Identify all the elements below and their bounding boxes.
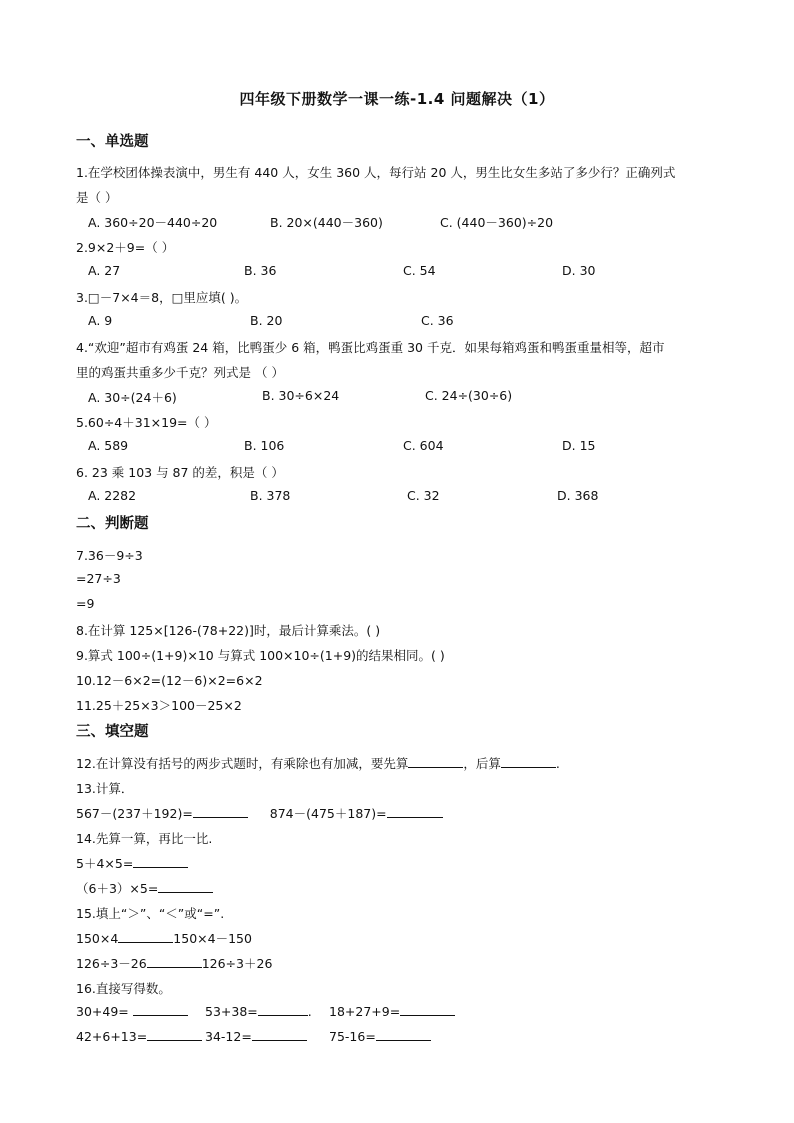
question-16-expr-5: 34-12= — [205, 1029, 252, 1044]
question-1-option-b: B. 20×(440－360) — [270, 215, 383, 230]
answer-blank-15a[interactable] — [118, 931, 173, 943]
question-3-option-a: A. 9 — [88, 313, 113, 328]
question-16-expr-1: 30+49= — [76, 1004, 129, 1019]
answer-blank-16c[interactable] — [400, 1004, 455, 1016]
question-16-expr-2-dot: . — [307, 1004, 312, 1019]
question-3-option-b: B. 20 — [250, 313, 283, 328]
question-6-option-a: A. 2282 — [88, 488, 137, 503]
answer-blank-16b[interactable] — [258, 1004, 308, 1016]
question-15-row-1-right: 150×4－150 — [173, 931, 252, 946]
question-2-option-a: A. 27 — [88, 263, 121, 278]
question-11-text: 11.25＋25×3＞100－25×2 — [76, 698, 242, 713]
answer-blank-14b[interactable] — [158, 881, 213, 893]
question-15-row-1 — [76, 929, 252, 947]
question-16-expr-6-cell — [329, 1029, 431, 1044]
question-14-expr-1: 5＋4×5= — [76, 856, 134, 871]
question-12-part-1: 12.在计算没有括号的两步式题时，有乘除也有加减，要先算 — [76, 756, 409, 771]
question-16-expr-2: 53+38= — [205, 1004, 258, 1019]
answer-blank-15b[interactable] — [147, 956, 202, 968]
question-10-text: 10.12－6×2=(12－6)×2=6×2 — [76, 673, 263, 688]
question-14-expr-1-row — [76, 854, 188, 872]
question-6-option-c: C. 32 — [407, 488, 440, 503]
answer-blank-16e[interactable] — [252, 1029, 307, 1041]
question-9-text: 9.算式 100÷(1+9)×10 与算式 100×10÷(1+9)的结果相同。( ) — [76, 648, 445, 663]
question-14-text: 14.先算一算，再比一比. — [76, 831, 213, 846]
question-2-option-c: C. 54 — [403, 263, 436, 278]
question-13-expr-1: 567－(237＋192)= — [76, 806, 193, 821]
question-2-option-b: B. 36 — [244, 263, 277, 278]
question-16-expr-6: 75-16= — [329, 1029, 376, 1044]
question-3-text: 3.□－7×4＝8，□里应填( )。 — [76, 290, 248, 305]
page-title: 四年级下册数学一课一练-1.4 问题解决（1） — [239, 90, 555, 108]
question-6-option-b: B. 378 — [250, 488, 291, 503]
answer-blank-12b[interactable] — [501, 756, 556, 768]
question-12-text — [76, 754, 560, 772]
question-16-expr-4-cell — [76, 1029, 202, 1044]
question-13-expressions — [76, 804, 443, 822]
answer-blank-16d[interactable] — [147, 1029, 202, 1041]
question-1-line-2: 是（ ） — [76, 190, 118, 205]
question-16-expr-4: 42+6+13= — [76, 1029, 148, 1044]
question-14-expr-2: （6＋3）×5= — [76, 881, 159, 896]
question-4-line-1: 4.“欢迎”超市有鸡蛋 24 箱，比鸭蛋少 6 箱，鸭蛋比鸡蛋重 30 千克．如果每箱鸡蛋和鸭蛋重量相等，超市 — [76, 340, 665, 355]
answer-blank-13a[interactable] — [193, 806, 248, 818]
question-16-expr-1-cell — [76, 1004, 188, 1019]
question-7-line-1: 7.36－9÷3 — [76, 548, 143, 563]
question-13-text: 13.计算． — [76, 781, 134, 796]
question-7-line-3: =9 — [76, 596, 95, 611]
question-15-row-2-left: 126÷3－26 — [76, 956, 147, 971]
answer-blank-16f[interactable] — [376, 1029, 431, 1041]
section-heading-fill-blank: 三、填空题 — [76, 724, 149, 740]
question-3-option-c: C. 36 — [421, 313, 454, 328]
question-6-option-d: D. 368 — [557, 488, 599, 503]
question-16-expr-3-cell — [329, 1004, 455, 1019]
question-14-expr-2-row — [76, 879, 213, 897]
section-heading-true-false: 二、判断题 — [76, 516, 149, 532]
question-4-option-c: C. 24÷(30÷6) — [425, 388, 513, 403]
answer-blank-14a[interactable] — [133, 856, 188, 868]
section-heading-single-choice: 一、单选题 — [76, 134, 149, 150]
question-16-expr-3: 18+27+9= — [329, 1004, 401, 1019]
question-2-option-d: D. 30 — [562, 263, 596, 278]
question-15-row-1-left: 150×4 — [76, 931, 119, 946]
answer-blank-12a[interactable] — [408, 756, 463, 768]
question-6-text: 6. 23 乘 103 与 87 的差，积是（ ） — [76, 465, 284, 480]
question-2-text: 2.9×2＋9=（ ） — [76, 240, 175, 255]
question-5-option-c: C. 604 — [403, 438, 444, 453]
question-13-expr-2: 874－(475＋187)= — [269, 806, 387, 821]
question-1-option-c: C. (440－360)÷20 — [440, 215, 554, 230]
question-5-option-a: A. 589 — [88, 438, 129, 453]
answer-blank-16a[interactable] — [133, 1004, 188, 1016]
question-15-row-2 — [76, 954, 272, 972]
question-1-line-1: 1.在学校团体操表演中，男生有 440 人，女生 360 人，每行站 20 人，男生比女生多站了多少行？正确列式 — [76, 165, 676, 180]
question-7-line-2: =27÷3 — [76, 571, 121, 586]
question-5-text: 5.60÷4＋31×19=（ ） — [76, 415, 217, 430]
question-12-part-2: ，后算 — [463, 756, 501, 771]
question-1-option-a: A. 360÷20－440÷20 — [88, 215, 218, 230]
question-5-option-d: D. 15 — [562, 438, 596, 453]
answer-blank-13b[interactable] — [387, 806, 443, 818]
question-8-text: 8.在计算 125×[126-(78+22)]时，最后计算乘法。( ) — [76, 623, 381, 638]
question-16-text: 16.直接写得数。 — [76, 981, 171, 996]
question-12-part-3: . — [555, 756, 560, 771]
question-15-text: 15.填上“＞”、“＜”或“=”. — [76, 906, 225, 921]
question-4-option-b: B. 30÷6×24 — [262, 388, 340, 403]
question-4-option-a: A. 30÷(24＋6) — [88, 390, 177, 405]
question-4-line-2: 里的鸡蛋共重多少千克？列式是 （ ） — [76, 365, 284, 380]
question-16-expr-5-cell — [205, 1029, 307, 1044]
question-15-row-2-right: 126÷3＋26 — [201, 956, 273, 971]
question-16-expr-2-cell — [205, 1004, 312, 1019]
question-5-option-b: B. 106 — [244, 438, 285, 453]
